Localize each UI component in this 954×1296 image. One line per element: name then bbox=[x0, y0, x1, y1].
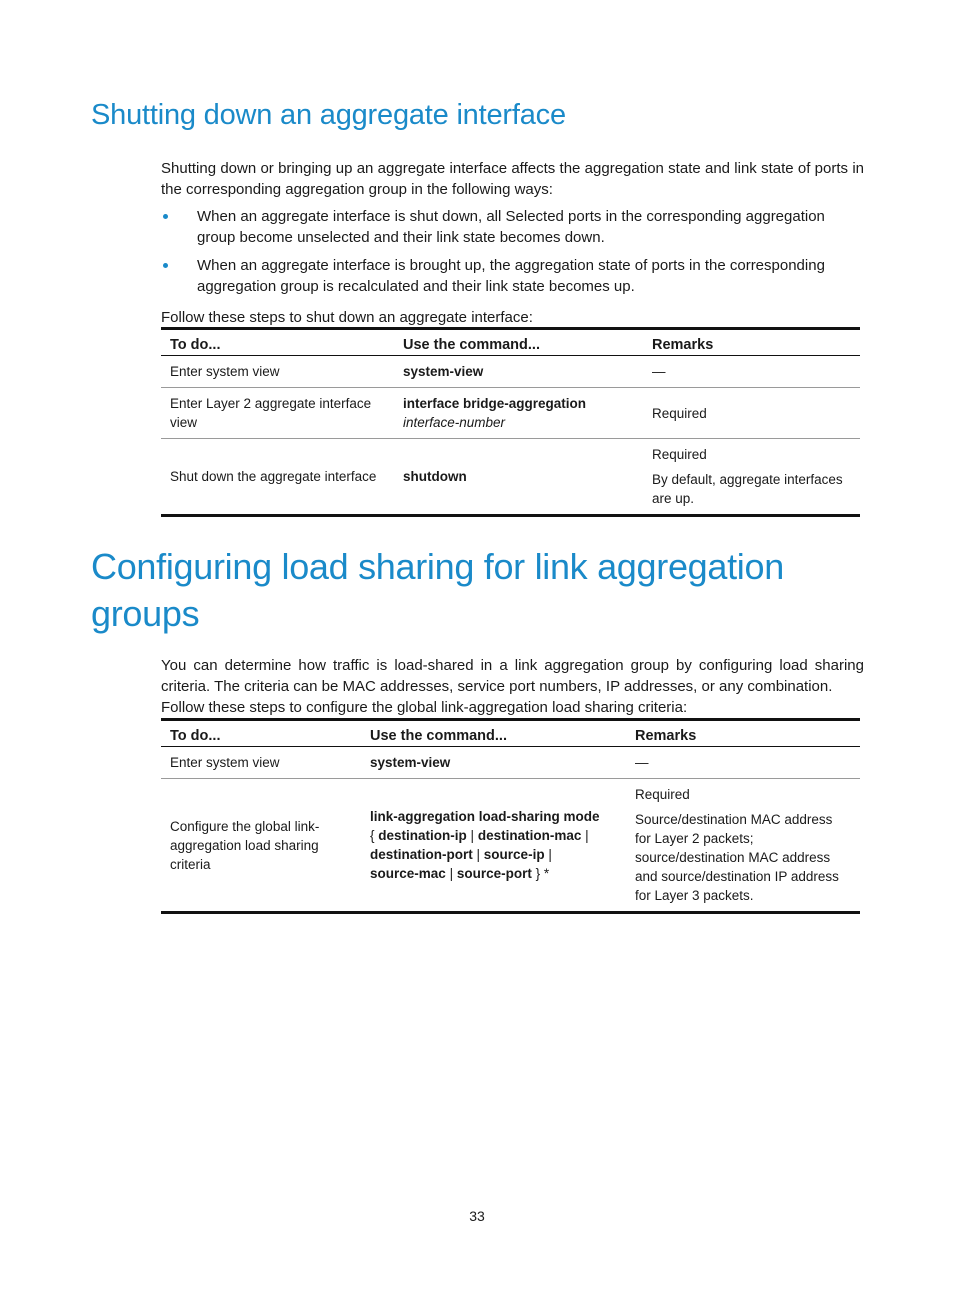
remarks-default: By default, aggregate interfaces are up. bbox=[652, 472, 843, 506]
command-keyword: destination-ip bbox=[378, 828, 467, 843]
cell-todo: Enter system view bbox=[161, 356, 394, 388]
cell-remarks bbox=[643, 439, 860, 516]
cell-command: system-view bbox=[394, 356, 643, 388]
section-heading-load-sharing: Configuring load sharing for link aggregation groups bbox=[91, 546, 784, 634]
cell-command bbox=[361, 779, 626, 913]
remarks-required: Required bbox=[635, 787, 690, 802]
cell-todo: Shut down the aggregate interface bbox=[161, 439, 394, 516]
header-remarks: Remarks bbox=[643, 329, 860, 356]
list-item bbox=[161, 255, 864, 297]
section1-steps-intro: Follow these steps to shut down an aggregate interface: bbox=[161, 309, 533, 326]
command-keyword: link-aggregation load-sharing mode bbox=[370, 809, 600, 824]
separator: | bbox=[585, 828, 589, 843]
cell-todo: Enter Layer 2 aggregate interface view bbox=[161, 388, 394, 439]
bullet-dot-icon bbox=[163, 214, 168, 219]
command-keyword: destination-port bbox=[370, 847, 473, 862]
section1-intro: Shutting down or bringing up an aggregate interface affects the aggregation state and link state of ports in the corresponding aggregation group in the following ways: bbox=[161, 160, 864, 198]
cell-command: shutdown bbox=[394, 439, 643, 516]
brace-open: { bbox=[370, 828, 375, 843]
command-keyword: source-mac bbox=[370, 866, 446, 881]
brace-close: } * bbox=[535, 866, 550, 881]
page-number: 33 bbox=[469, 1208, 485, 1224]
header-todo: To do... bbox=[161, 720, 361, 747]
command-keyword: interface bridge-aggregation bbox=[403, 396, 587, 411]
bullet-text: When an aggregate interface is brought up, the aggregation state of ports in the corresponding aggregation group is recalculated and their link state becomes up. bbox=[197, 257, 825, 295]
section2-steps-intro: Follow these steps to configure the global link-aggregation load sharing criteria: bbox=[161, 699, 688, 716]
separator: | bbox=[476, 847, 481, 862]
separator: | bbox=[470, 828, 475, 843]
remarks-detail: Source/destination MAC address for Layer 2 packets; source/destination MAC address and source/destination IP address for Layer 3 packets. bbox=[635, 812, 839, 903]
cell-remarks bbox=[626, 779, 860, 913]
header-command: Use the command... bbox=[394, 329, 643, 356]
separator: | bbox=[548, 847, 552, 862]
command-keyword: destination-mac bbox=[477, 828, 582, 843]
cell-command bbox=[394, 388, 643, 439]
bullet-dot-icon bbox=[163, 263, 168, 268]
remarks-required: Required bbox=[652, 447, 707, 462]
shutdown-command-table bbox=[161, 327, 860, 517]
cell-command: system-view bbox=[361, 747, 626, 779]
table-row bbox=[161, 439, 860, 516]
command-keyword: source-port bbox=[456, 866, 532, 881]
section-heading-shutdown: Shutting down an aggregate interface bbox=[91, 99, 566, 131]
table-header-row bbox=[161, 720, 860, 747]
command-keyword: source-ip bbox=[483, 847, 545, 862]
cell-remarks: — bbox=[626, 747, 860, 779]
load-sharing-command-table bbox=[161, 718, 860, 914]
separator: | bbox=[449, 866, 454, 881]
table-row bbox=[161, 747, 860, 779]
list-item bbox=[161, 206, 864, 248]
table-row bbox=[161, 779, 860, 913]
header-command: Use the command... bbox=[361, 720, 626, 747]
bullet-text: When an aggregate interface is shut down, all Selected ports in the corresponding aggregation group become unselected and their link state becomes down. bbox=[197, 208, 825, 246]
table-row bbox=[161, 356, 860, 388]
header-todo: To do... bbox=[161, 329, 394, 356]
cell-todo: Enter system view bbox=[161, 747, 361, 779]
table-header-row bbox=[161, 329, 860, 356]
cell-remarks: Required bbox=[643, 388, 860, 439]
section2-intro: You can determine how traffic is load-shared in a link aggregation group by configuring load sharing criteria. The criteria can be MAC addresses, service port numbers, IP addresses, or any combination. bbox=[161, 657, 864, 695]
header-remarks: Remarks bbox=[626, 720, 860, 747]
table-row bbox=[161, 388, 860, 439]
cell-todo: Configure the global link-aggregation load sharing criteria bbox=[161, 779, 361, 913]
command-argument: interface-number bbox=[403, 415, 506, 430]
cell-remarks: — bbox=[643, 356, 860, 388]
